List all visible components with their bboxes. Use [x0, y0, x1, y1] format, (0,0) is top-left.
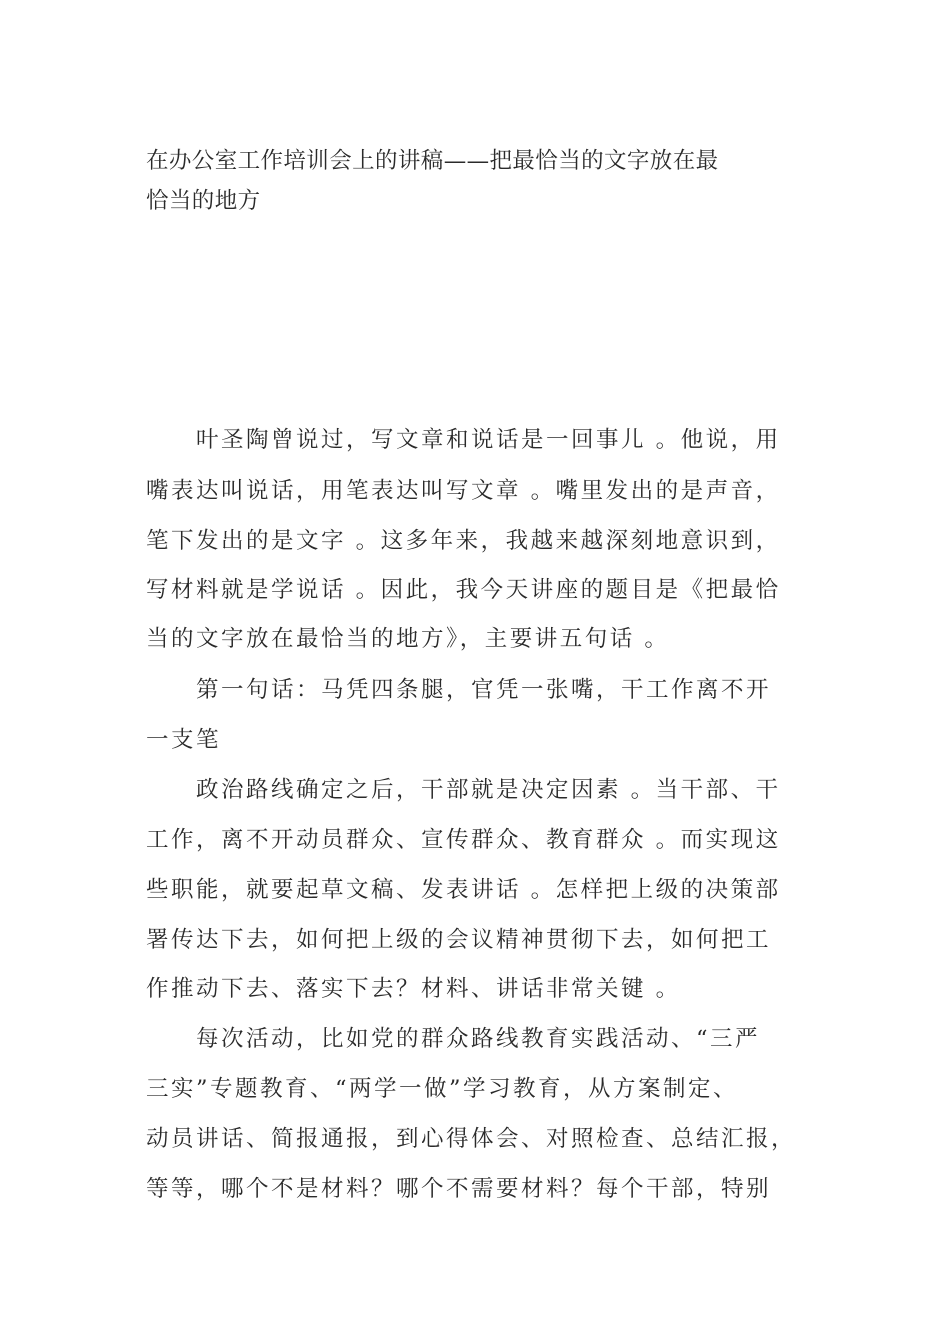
paragraph-3-line-3: 些职能，就要起草文稿、发表讲话 。怎样把上级的决策部	[146, 877, 781, 903]
paragraph-4-line-4: 等等，哪个不是材料？哪个不需要材料？每个干部，特别	[146, 1176, 772, 1202]
paragraph-3-line-2: 工作，离不开动员群众、宣传群众、教育群众 。而实现这	[146, 827, 781, 853]
paragraph-3-line-5: 作推动下去、落实下去？材料、讲话非常关键 。	[146, 976, 681, 1002]
title-line-1: 在办公室工作培训会上的讲稿——把最恰当的文字放在最	[146, 148, 719, 174]
document-title	[146, 141, 806, 221]
paragraph-1-line-3: 笔下发出的是文字 。这多年来，我越来越深刻地意识到，	[146, 528, 781, 554]
paragraph-1-line-2: 嘴表达叫说话，用笔表达叫写文章 。嘴里发出的是声音，	[146, 478, 781, 504]
paragraph-1-line-4: 写材料就是学说话 。因此，我今天讲座的题目是《把最恰	[146, 577, 781, 603]
paragraph-2-line-1: 第一句话：马凭四条腿，官凭一张嘴，干工作离不开	[196, 677, 772, 703]
paragraph-4-line-3: 动员讲话、简报通报，到心得体会、对照检查、总结汇报，	[146, 1126, 797, 1152]
title-line-2: 恰当的地方	[146, 188, 261, 214]
paragraph-3-line-4: 署传达下去，如何把上级的会议精神贯彻下去，如何把工	[146, 927, 772, 953]
paragraph-4-line-1: 每次活动，比如党的群众路线教育实践活动、“三严	[196, 1026, 761, 1052]
paragraph-2-line-2: 一支笔	[146, 727, 222, 753]
paragraph-1-line-5: 当的文字放在最恰当的地方》，主要讲五句话 。	[146, 626, 670, 652]
paragraph-1-line-1: 叶圣陶曾说过，写文章和说话是一回事儿 。他说，用	[196, 427, 781, 453]
paragraph-4-line-2: 三实”专题教育、“两学一做”学习教育，从方案制定、	[146, 1076, 739, 1102]
paragraph-3-line-1: 政治路线确定之后，干部就是决定因素 。当干部、干	[196, 777, 781, 803]
